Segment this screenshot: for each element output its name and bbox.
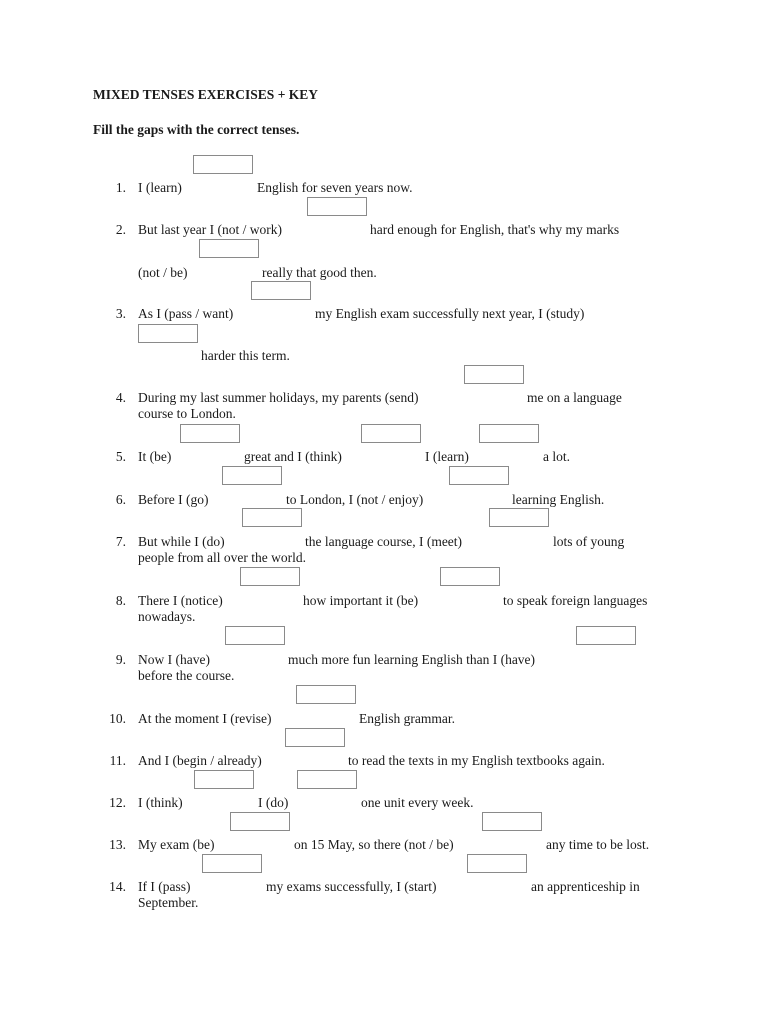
answer-box[interactable] — [242, 508, 302, 527]
item-text: I (learn) — [425, 449, 469, 464]
answer-box[interactable] — [225, 626, 285, 645]
item-text: (not / be) — [138, 265, 188, 280]
item-number: 5. — [115, 449, 126, 464]
item-text: At the moment I (revise) — [138, 711, 272, 726]
instructions: Fill the gaps with the correct tenses. — [93, 122, 300, 137]
answer-box[interactable] — [307, 197, 367, 216]
answer-box[interactable] — [296, 685, 356, 704]
answer-box[interactable] — [138, 324, 198, 343]
item-number: 1. — [115, 180, 126, 195]
answer-box[interactable] — [202, 854, 262, 873]
answer-box[interactable] — [467, 854, 527, 873]
item-text: great and I (think) — [244, 449, 342, 464]
item-number: 6. — [115, 492, 126, 507]
answer-box[interactable] — [361, 424, 421, 443]
item-text: During my last summer holidays, my parents (send) — [138, 390, 419, 405]
answer-box[interactable] — [193, 155, 253, 174]
answer-box[interactable] — [482, 812, 542, 831]
item-text: But while I (do) — [138, 534, 225, 549]
answer-box[interactable] — [489, 508, 549, 527]
item-text: on 15 May, so there (not / be) — [294, 837, 454, 852]
item-text: Now I (have) — [138, 652, 210, 667]
answer-box[interactable] — [240, 567, 300, 586]
item-text: And I (begin / already) — [138, 753, 262, 768]
item-number: 8. — [115, 593, 126, 608]
item-text: one unit every week. — [361, 795, 474, 810]
answer-box[interactable] — [222, 466, 282, 485]
item-number: 10. — [109, 711, 126, 726]
item-text: much more fun learning English than I (have) — [288, 652, 536, 667]
item-text: how important it (be) — [303, 593, 419, 608]
item-text: English for seven years now. — [257, 180, 413, 195]
item-text: harder this term. — [201, 348, 290, 363]
item-text: an apprenticeship in — [531, 879, 640, 894]
answer-box[interactable] — [180, 424, 240, 443]
item-text: to London, I (not / enjoy) — [286, 492, 424, 507]
answer-box[interactable] — [230, 812, 290, 831]
item-text: my English exam successfully next year, I (study) — [315, 306, 585, 321]
item-number: 13. — [109, 837, 126, 852]
answer-box[interactable] — [194, 770, 254, 789]
item-number: 14. — [109, 879, 126, 894]
item-text: I (do) — [258, 795, 289, 810]
item-text: lots of young — [553, 534, 625, 549]
item-number: 12. — [109, 795, 126, 810]
item-text: to speak foreign languages — [503, 593, 648, 608]
item-text: the language course, I (meet) — [305, 534, 463, 549]
answer-box[interactable] — [464, 365, 524, 384]
item-text: really that good then. — [262, 265, 377, 280]
answer-box[interactable] — [479, 424, 539, 443]
item-text: my exams successfully, I (start) — [266, 879, 437, 894]
item-number: 3. — [115, 306, 126, 321]
item-text: I (think) — [138, 795, 183, 810]
item-text: September. — [138, 895, 199, 910]
item-text: Before I (go) — [138, 492, 209, 507]
answer-box[interactable] — [297, 770, 357, 789]
answer-box[interactable] — [285, 728, 345, 747]
item-number: 2. — [115, 222, 126, 237]
item-text: But last year I (not / work) — [138, 222, 282, 237]
item-text: me on a language — [527, 390, 622, 405]
item-number: 4. — [115, 390, 126, 405]
item-text: It (be) — [138, 449, 172, 464]
item-number: 11. — [109, 753, 126, 768]
page-title: MIXED TENSES EXERCISES + KEY — [93, 87, 319, 102]
item-text: nowadays. — [138, 609, 196, 624]
item-text: people from all over the world. — [138, 550, 306, 565]
item-text: There I (notice) — [138, 593, 223, 608]
item-text: to read the texts in my English textbooks again. — [348, 753, 605, 768]
answer-box[interactable] — [251, 281, 311, 300]
item-text: If I (pass) — [138, 879, 191, 894]
item-text: As I (pass / want) — [138, 306, 234, 321]
item-text: My exam (be) — [138, 837, 215, 852]
item-text: hard enough for English, that's why my marks — [370, 222, 620, 237]
item-text: learning English. — [512, 492, 605, 507]
answer-box[interactable] — [576, 626, 636, 645]
item-text: a lot. — [543, 449, 570, 464]
item-text: any time to be lost. — [546, 837, 650, 852]
item-text: English grammar. — [359, 711, 455, 726]
item-text: before the course. — [138, 668, 235, 683]
item-number: 9. — [115, 652, 126, 667]
item-number: 7. — [115, 534, 126, 549]
item-text: I (learn) — [138, 180, 182, 195]
answer-box[interactable] — [449, 466, 509, 485]
answer-box[interactable] — [199, 239, 259, 258]
item-text: course to London. — [138, 406, 236, 421]
answer-box[interactable] — [440, 567, 500, 586]
